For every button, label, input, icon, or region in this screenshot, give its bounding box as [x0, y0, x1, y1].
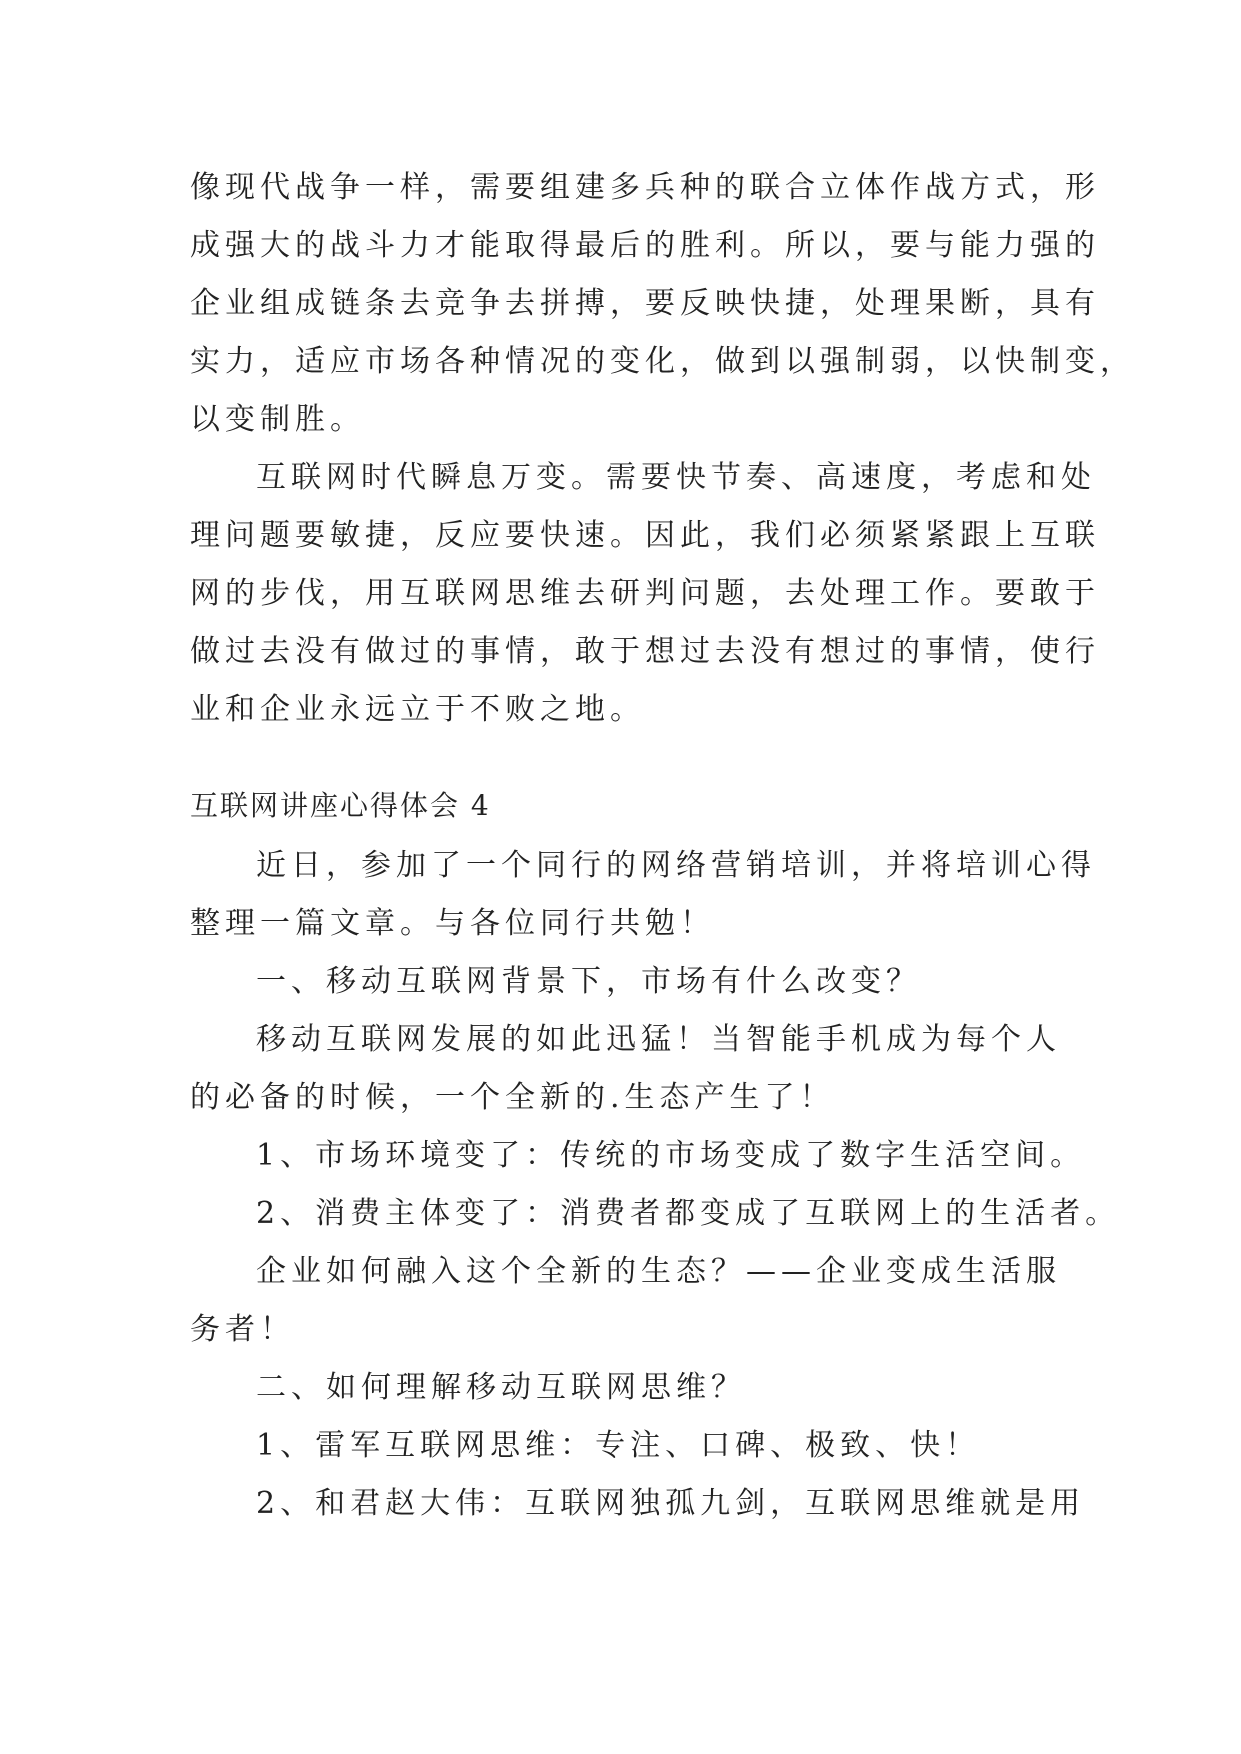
- list-item: 2、消费主体变了：消费者都变成了互联网上的生活者。: [256, 1196, 1121, 1231]
- text-line: 理问题要敏捷，反应要快速。因此，我们必须紧紧跟上互联: [190, 518, 1100, 553]
- text-line: 互联网时代瞬息万变。需要快节奏、高速度，考虑和处: [256, 460, 1096, 495]
- text-line: 移动互联网发展的如此迅猛！当智能手机成为每个人: [256, 1022, 1061, 1057]
- text-line: 业和企业永远立于不败之地。: [190, 692, 645, 727]
- list-item: 2、和君赵大伟：互联网独孤九剑，互联网思维就是用: [256, 1486, 1086, 1521]
- list-item: 1、雷军互联网思维：专注、口碑、极致、快！: [256, 1428, 981, 1463]
- text-line: 的必备的时候，一个全新的.生态产生了！: [190, 1080, 835, 1115]
- text-line: 以变制胜。: [190, 402, 365, 437]
- text-line: 实力，适应市场各种情况的变化，做到以强制弱，以快制变，: [190, 344, 1135, 379]
- text-line: 成强大的战斗力才能取得最后的胜利。所以，要与能力强的: [190, 228, 1100, 263]
- list-item: 1、市场环境变了：传统的市场变成了数字生活空间。: [256, 1138, 1086, 1173]
- text-line: 网的步伐，用互联网思维去研判问题，去处理工作。要敢于: [190, 576, 1100, 611]
- text-line: 企业如何融入这个全新的生态？——企业变成生活服: [256, 1254, 1061, 1289]
- text-line: 企业组成链条去竞争去拼搏，要反映快捷，处理果断，具有: [190, 286, 1100, 321]
- text-line: 像现代战争一样，需要组建多兵种的联合立体作战方式，形: [190, 170, 1100, 205]
- question-heading: 一、移动互联网背景下，市场有什么改变？: [256, 964, 921, 999]
- question-heading: 二、如何理解移动互联网思维？: [256, 1370, 746, 1405]
- section-title: 互联网讲座心得体会 4: [190, 789, 491, 822]
- text-line: 务者！: [190, 1312, 295, 1347]
- text-line: 近日，参加了一个同行的网络营销培训，并将培训心得: [256, 848, 1096, 883]
- text-line: 整理一篇文章。与各位同行共勉！: [190, 906, 715, 941]
- text-line: 做过去没有做过的事情，敢于想过去没有想过的事情，使行: [190, 634, 1100, 669]
